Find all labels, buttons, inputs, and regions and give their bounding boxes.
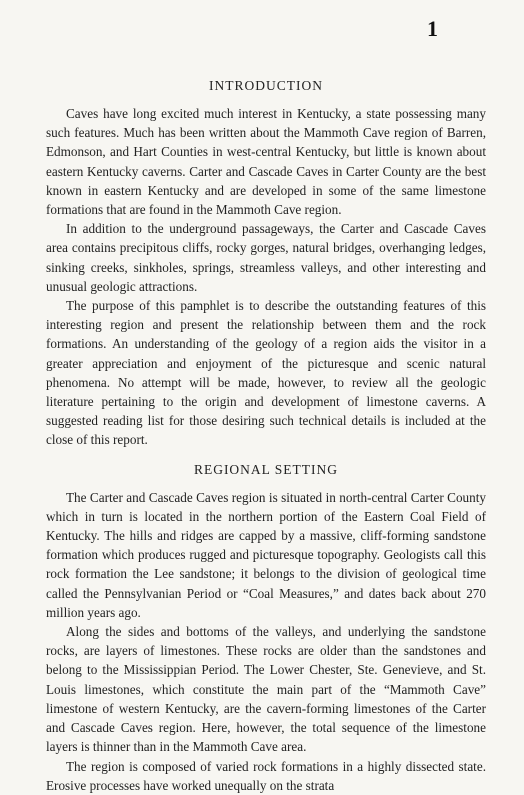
paragraph: The Carter and Cascade Caves region is situated in north-central Carter County which in turn is located in the northern portion of the Eastern Coal Field of Kentucky. The hills and ridges are capped by a massive, cliff-forming sandstone formation which produces rugged and picturesque topography. Geologists call this rock formation the Lee sandstone; it belongs to the division of geological time called the Pennsylvanian Period or “Coal Measures,” and dates back about 270 million years ago. [46, 489, 486, 620]
document-body [46, 78, 486, 795]
section-heading-regional-setting: REGIONAL SETTING [193, 461, 339, 477]
paragraph: Along the sides and bottoms of the valleys, and underlying the sandstone rocks, are layers of limestones. These rocks are older than the sandstones and belong to the Mississippian Period. The Lower Chester, Ste. Genevieve, and St. Louis limestones, which constitute the main part of the “Mammoth Cave” limestone of western Kentucky, are the cavern-forming limestones of the Carter and Cascade Caves region. Here, however, the total sequence of the limestone layers is thinner than in the Mammoth Cave area. [46, 624, 486, 755]
page-number: 1 [427, 16, 438, 41]
section-heading-introduction: INTRODUCTION [209, 78, 323, 93]
paragraph: The purpose of this pamphlet is to describe the outstanding features of this interesting region and present the relationship between them and the rock formations. An understanding of the geology of a region aids the visitor in a greater appreciation and enjoyment of the picturesque and scenic natural phenomena. No attempt will be made, however, to review all the geologic literature pertaining to the origin and development of limestone caverns. A suggested reading list for those desiring such technical details is included at the close of this report. [46, 298, 486, 448]
paragraph: In addition to the underground passageways, the Carter and Cascade Caves area contains precipitous cliffs, rocky gorges, natural bridges, overhanging ledges, sinking creeks, sinkholes, springs, streamless valleys, and other interesting and unusual geologic attractions. [46, 221, 486, 294]
paragraph: Caves have long excited much interest in Kentucky, a state possessing many such features. Much has been written about the Mammoth Cave region of Barren, Edmonson, and Hart Counties in west-central Kentucky, but little is known about eastern Kentucky caverns. Carter and Cascade Caves in Carter County are the best known in eastern Kentucky and are developed in some of the same limestone formations that are found in the Mammoth Cave region. [46, 106, 486, 218]
paragraph: The region is composed of varied rock formations in a highly dissected state. Erosive processes have worked unequally on the strata [46, 758, 486, 793]
